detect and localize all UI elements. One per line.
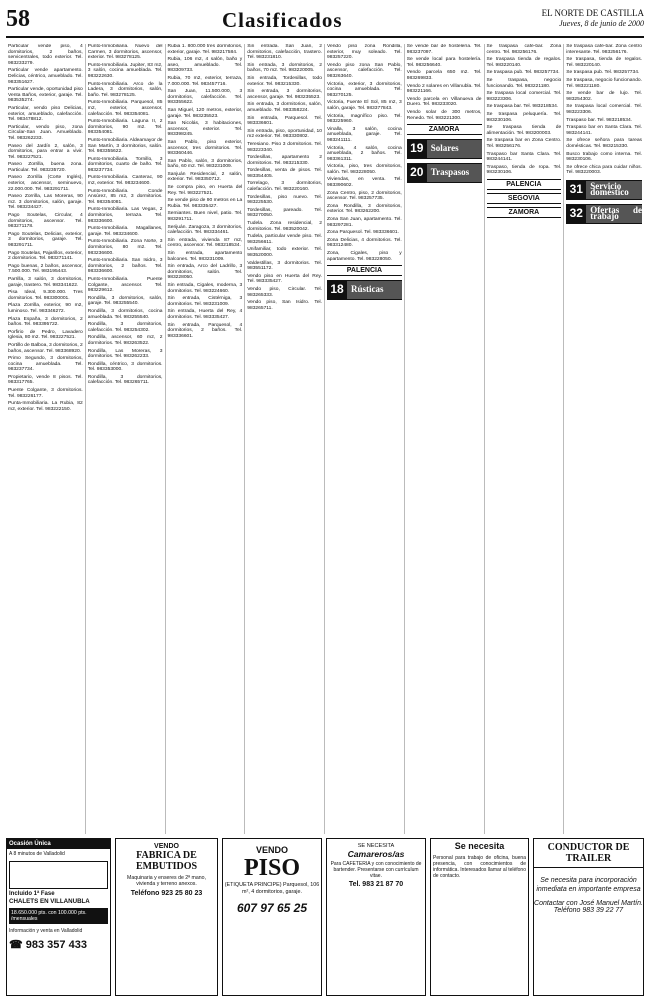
classified-ad: Torrelago, 3 dormitorios, calefacción. Tel. 983220160. — [247, 181, 322, 193]
classified-ad: Rubia 1. 800.000 tres dormitorios, exterior, garaje. Tel. 983217584. — [167, 44, 243, 55]
classified-ad: Paseo Zorrilla, Las Moreras, 90 m2. 3 dormitorios, salón, garaje. Tel. 983234427. — [8, 194, 83, 211]
classified-ad: Portillo de Balboa, 3 dormitorios, 2 baños, ascensor. Tel. 983368920. — [8, 342, 83, 354]
classified-ad: Punto-Inmobiliaria. Laguna II, 2 dormitorios, 90 m2. Tel. 983354081. — [87, 119, 163, 136]
ad-info: Información y venta en Valladolid — [9, 928, 83, 934]
classified-ad: Particular vende piso, 4 dormitorios, 2 baños, servicentrales, todo exterior. Tel. 983233279. — [8, 44, 83, 66]
ad-kicker: VENDO — [255, 845, 288, 855]
classified-ad: Vendo piso zona San Pablo, ascensor, calefacción. Tel. 983263640. — [327, 62, 402, 79]
classified-ad: Rondilla, ascensor, 60 m2, 2 dormitorios. Tel. 983263522. — [87, 335, 163, 346]
ad-headline: FABRICA DE EMBUTIDOS — [135, 850, 198, 872]
classified-ad: Sin entrada, apartamento balcones. Tel. 983231009. — [167, 251, 243, 262]
classified-ad: Sin entrada, 3 dormitorios, salón, amueblado. Tel. 983358224. — [247, 102, 322, 113]
classified-ad: San Pablo, piso exterior, ascensor, tres dormitorios. Tel. 983360446. — [167, 139, 243, 157]
classified-ad: Sin entrada, Arco del Ladrillo, 3 dormitorios, salón. Tel. 983228050. — [167, 264, 243, 281]
classified-ad: Victoria, magnífico piso. Tel. 983225960. — [327, 113, 402, 125]
classified-ad: Sin entrada, Tordesillas, todo exterior. Tel. 983215330. — [247, 75, 322, 87]
ad-fabrica-embutidos — [115, 838, 218, 996]
classified-ad: Punto-Inmobiliaria. Zona Norte, 3 dormitorios, 80 m2. Tel. 983236600. — [87, 239, 163, 256]
ad-headline: CONDUCTOR DE TRAILER — [534, 839, 643, 868]
classified-ad: Punta-Inmobiliaria. La Rubia, 82 m2, exterior. Tel. 983222150. — [8, 401, 83, 412]
classified-ad: Busco trabajo como interna. Tel. 983230106. — [566, 151, 642, 163]
promoter-logo — [9, 861, 108, 889]
ad-phase: Incluido 1ª Fase — [9, 891, 55, 897]
classified-ad: Se traspasa pub. Tel. 983257734. — [486, 70, 560, 76]
classified-ad: Punto-Inmobiliaria. Aldeamayor de San Martín, 3 dormitorios, salón. Tel. 983355622. — [87, 137, 163, 155]
classified-ad: Plaza Zorrilla, exterior, 90 m2, luminoso. Tel. 983346272. — [8, 303, 83, 314]
classified-ad: Zona Parquesol. Tel. 983336601. — [327, 230, 399, 236]
classified-ad: Sin entrada, 3 dormitorios, 2 baños, 70 m2. Tel. 983220005. — [247, 62, 322, 74]
classified-ad: Tordesillas, pareado. Tel. 983270050. — [247, 207, 322, 219]
classified-ad: Pago buenas, 2 baños, ascensor, 7.500.000. Tel. 983195443. — [8, 263, 83, 275]
classified-ad: Vendo piso, San Isidro. Tel. 983265711. — [247, 300, 322, 311]
classified-ad: Se traspasa, tienda de regalos. Tel. 983220140. — [566, 57, 642, 68]
classified-ad: Rondilla, Las Moreras, 3 dormitorios. Tel. 983262233. — [87, 348, 163, 360]
classified-ad: Victoria, 4 salón, cocina amueblada, 2 baños. Tel. 983361311. — [327, 145, 402, 162]
region-palencia-2: PALENCIA — [487, 179, 562, 190]
classified-ad: Sin entrada, 3 dormitorios, ascensor, garaje. Tel. 983235523. — [247, 89, 322, 100]
classified-ad: Teresiano. Piso 3 dormitorios. Tel. 983223340. — [247, 141, 322, 153]
classified-ad: Rondilla, 3 dormitorios, calefacción. Tel. 983265711. — [87, 374, 163, 386]
classified-ad: Vendo piso en Huerta del Rey. Tel. 983335427. — [247, 273, 322, 285]
classified-ad: Zona, Cigales, piso y apartamento. Tel. 983228050. — [327, 251, 402, 262]
classified-ad: Sanjuán Residencial, 2 salón, exterior. Tel. 983350712. — [167, 171, 243, 183]
classified-ad: Particular vende apartamento. Delicias, céntrico, amueblado. Tel. 983351627. — [8, 68, 83, 85]
classified-ad: Vendo piso zona Rondilla, exterior, muy soleado. Tel. 983257220. — [327, 44, 402, 61]
classified-ad: Victoria, exterior, 3 dormitorios, cocina amueblada. Tel. 983270125. — [327, 81, 402, 98]
classified-ad: Particular, vendo piso, zona Circular-San Juan. Amueblado. Tel. 983262233. — [8, 124, 83, 141]
section-number: 19 — [407, 140, 427, 158]
classified-ad: Vendo parcela en Villanueva de Duero. Tel. 983233020. — [406, 96, 482, 108]
classified-ad: Zona Centro, piso, 2 dormitorios, ascensor. Tel. 983257735. — [327, 190, 402, 202]
classified-ad: Se traspasa café-bar. Zona centro interesante. Tel. 983256176. — [566, 44, 642, 55]
classified-ad: Punto-Inmobiliaria. Magallanes, garaje. Tel. 983234600. — [87, 226, 163, 237]
ad-contact: Contactar con José Manuel Martín. Teléfono 983 39 22 77 — [534, 900, 643, 914]
classified-ad: Zona Rondilla, 3 dormitorios, exterior. Tel. 983262200. — [327, 203, 402, 215]
classified-ad: Se vende bar de lujo. Tel. 983254302. — [566, 91, 642, 102]
classified-ad: Vendo solar de 300 metros, Renedo. Tel. 983221300. — [406, 109, 482, 121]
classified-ad: Sin entrada, Cistérniga, 3 dormitorios. Tel. 983231009. — [167, 296, 243, 307]
newspaper-name: EL NORTE DE CASTILLA — [541, 8, 644, 18]
classified-ad: Valdestillas, 3 dormitorios. Tel. 983551172. — [247, 260, 322, 272]
ad-price: 18.650.000 pts. con 100.000 pts. /mensuales — [9, 908, 108, 924]
classified-ad: Sin entrada, Parquesol. Tel. 983336601. — [247, 115, 322, 127]
classified-ad: Punto-Inmobiliaria. San Isidro, 3 dormitorios, 2 baños. Tel. 983336600. — [87, 258, 163, 275]
publication-date: Jueves, 8 de junio de 2000 — [559, 19, 644, 28]
classified-ad: Porfirio de Pedro, Lavadero Iglesia, 80 m2. Tel. 983227521. — [8, 329, 83, 341]
ad-se-necesita — [430, 838, 529, 996]
classified-ad: Tudela, particular vende piso. Tel. 983256611. — [247, 234, 322, 245]
ad-body: (ETIQUETA PRINCIPE) Parquesol, 106 m², 4 dormitorios, garaje. — [224, 882, 320, 895]
classified-ad: Punto-Inmobiliaria. Jupiter, 83 m2, 3 salón, cocina amueblada. Tel. 983222630. — [87, 62, 163, 79]
classified-ad: Se vende bar de hostelería. Tel. 983237097. — [406, 44, 482, 55]
page-header — [6, 6, 644, 38]
classified-ad: Rubia, 106 m2, 4 salón, baño y aseo, amueblado. Tel. 983309733. — [167, 57, 243, 74]
ad-subtitle: A 8 minutos de Valladolid — [9, 851, 65, 857]
classified-ad: Sin entrada, Cigales, moderna, 3 dormitorios. Tel. 983224660. — [167, 282, 243, 294]
section-name: Traspasos — [427, 164, 482, 182]
classified-ad: Zona Delicias, 4 dormitorios. Tel. 983312480. — [327, 237, 402, 249]
column-8 — [564, 44, 644, 834]
ad-phone: Teléfono 923 25 80 23 — [130, 890, 203, 897]
classified-ad: Se vende piso de 90 metros en La Rubia. Tel. 983335427. — [167, 198, 243, 209]
section-header-traspasos — [407, 163, 482, 183]
classified-ad: Pago Soutelas, Delicias, exterior, 3 dormitorios, garaje. Tel. 983291711. — [8, 231, 83, 248]
classified-ad: Tordesillas, apartamento 2 dormitorios. Tel. 983215330. — [247, 155, 322, 166]
classified-ad: Puente Colgante, 3 dormitorios. Tel. 983226177. — [8, 388, 83, 399]
classified-ad: Unifamiliar, todo exterior. Tel. 983520000. — [247, 247, 322, 258]
classified-ad: Paseo del Jardín 2, salón, 3 dormitorios, para entrar a vivir. Tel. 983227521. — [8, 143, 83, 160]
classified-ad: Se vende local para hostelería. Tel. 983256640. — [406, 57, 482, 68]
classified-ad: Punto-Inmobiliaria. Parquesol, 85 m2, exterior, ascensor, calefacción. Tel. 983354081. — [87, 100, 163, 117]
column-4 — [245, 44, 325, 834]
page-number: 58 — [6, 6, 30, 32]
ad-phone — [7, 936, 110, 953]
column-5 — [325, 44, 405, 834]
ad-headline: PISO — [243, 855, 300, 881]
classified-ad: Paseo Zorrilla (Corte Inglés), exterior, ascensor, seminuevo, 22.000.000. Tel. 983291711. — [8, 175, 83, 192]
section-name: Solares — [427, 140, 482, 158]
ad-kicker: VENDO — [154, 843, 179, 850]
classified-ad: Pago Soutelas, Pajarillos, exterior, 2 dormitorios. Tel. 983271141. — [8, 250, 83, 262]
classified-ad: Tudela. Zona residencial, 2 dormitorios. Tel. 983520042. — [247, 221, 322, 232]
ad-conductor-trailer — [533, 838, 644, 996]
classified-ad: Se traspasa tienda de alimentación. Tel. 983200003. — [486, 125, 562, 136]
column-3 — [166, 44, 246, 834]
classified-ad: Se traspasa, negocio funcionando. Tel. 983221180. — [486, 77, 562, 89]
ad-headline: CHALETS EN VILLANUBLA — [9, 898, 90, 905]
classified-ad: San Juan, 11.500.000, 3 dormitorios, calefacción. Tel. 983355622. — [167, 89, 243, 106]
classified-ad: Viviendas, en venta. Tel. 983390602. — [327, 177, 402, 189]
classified-ad: Vendo piso, Circular. Tel. 983265333. — [247, 286, 322, 298]
classified-ad: Se ofrece señora para tareas domésticas. Tel. 983215330. — [566, 138, 642, 149]
classified-ad: San Nicolás, 3 habitaciones, ascensor, exterior. Tel. 983398245. — [167, 121, 243, 138]
classified-ad: Tordesillas, piso nuevo. Tel. 983225530. — [247, 194, 322, 206]
ad-kicker: SE NECESITA — [357, 843, 395, 849]
classified-ad: Punto-Inmobiliaria. Arco de la Ladera, 3 dormitorios, salón, baño. Tel. 983278125. — [87, 81, 163, 98]
ad-body: Se necesita para incorporación inmediata en importante empresa — [536, 877, 641, 893]
ad-body: Maquinaria y enseres de 2ª mano, vivienda y terreno anexos. — [127, 875, 206, 887]
section-name: Servicio doméstico — [586, 181, 642, 199]
classified-ad: Se traspasa local comercial. Tel. 983223306. — [486, 91, 562, 102]
classified-ad: Sin entrada, Huerta del Rey, 4 dormitorios. Tel. 983335427. — [167, 309, 243, 320]
ad-body: Para CAFETERIA y con conocimiento de bartender. Presentarse con currículum vitae. — [330, 861, 422, 879]
classified-ad: Sin entrada. San Juan, 2 dormitorios, calefacción, trastero. Tel. 983231810. — [247, 44, 322, 61]
classified-columns — [6, 44, 644, 834]
section-number: 18 — [327, 281, 347, 299]
section-number: 32 — [566, 205, 586, 223]
classified-ad: Particular, vendo piso Delicias, exterior, amueblado, calefacción. Tel. 983478812. — [8, 105, 83, 123]
ad-chalets-villanubla — [6, 838, 111, 996]
classified-ad: Primo Segundo, 3 dormitorios, cocina amueblada. Tel. 983237734. — [8, 356, 83, 373]
classified-ad: Pisa Ideal, 9.300.000. Tres dormitorios. Tel. 983300001. — [8, 290, 83, 301]
section-number: 31 — [566, 181, 586, 199]
classified-ad: Zona San Juan, apartamento. Tel. 983297281. — [327, 217, 402, 228]
classified-ad: Rondilla, 3 dormitorios, salón, garaje. Tel. 983255540. — [87, 295, 163, 307]
classified-ad: Se traspasa local comercial. Tel. 983223306. — [566, 104, 642, 115]
section-header-servicio-domestico — [566, 180, 642, 200]
section-header-ofertas-trabajo — [566, 204, 642, 224]
classified-ad: Tordesillas, venta de pisos. Tel. 983354405. — [247, 168, 322, 179]
ad-vendo-piso — [222, 838, 322, 996]
classified-ad: Rondilla, céntrico, 3 dormitorios. Tel. 983353000. — [87, 361, 163, 373]
classified-ad: Se traspasa café-bar. Zona centro. Tel. 983256176. — [486, 44, 562, 55]
classified-ad: Se traspasa bar. Tel. 983218534. — [486, 104, 559, 110]
classified-ad: Sin entrada, piso, oportunidad, 10 m2 exterior. Tel. 983330802. — [247, 128, 322, 140]
ad-phone: Tel. 983 21 87 70 — [348, 881, 404, 888]
classified-ad: Traspaso bar Santa Clara. Tel. 983244141. — [486, 151, 562, 163]
classified-ad: Vinalla, 3 salón, cocina amueblada, garaje. Tel. 983241111. — [327, 126, 402, 143]
region-zamora: ZAMORA — [407, 124, 482, 135]
classified-ad: Punto-Inmobiliaria. Conde Ansúrez, 85 m2, 3 dormitorios. Tel. 983354081. — [87, 188, 163, 205]
classified-ad: Semiantes. Buen nivel, patio. Tel. 983291711. — [167, 211, 243, 223]
section-name: Rústicas — [347, 281, 402, 299]
classified-ad: Victoria, piso, tres dormitorios, salón. Tel. 983228050. — [327, 164, 402, 175]
classified-ad: San Miguel, 120 metros, exterior, garaje. Tel. 983235523. — [167, 107, 243, 119]
classified-ad: Parrilla, 3 salón, 3 dormitorios, garaje, trastero. Tel. 983341622. — [8, 276, 83, 288]
classified-ad: Traspaso, tienda de ropa. Tel. 983230106. — [486, 164, 562, 176]
classified-ad: Vendo parcela 650 m2. Tel. 983269833. — [406, 70, 482, 81]
classified-ad: Serijuán. Zaragoza, 3 dormitorios, calefacción. Tel. 983334461. — [167, 224, 243, 236]
ad-phone-number: 983 357 433 — [25, 939, 87, 951]
classified-ad: Paseo Zorrilla, buena zona. Particular. Tel. 983235720. — [8, 162, 83, 173]
classified-ad: Propietario, vende 8 pisos. Tel. 983317765. — [8, 374, 83, 386]
classified-ad: Sin entrada, Parquesol, 4 dormitorios, 2 baños. Tel. 983336601. — [167, 322, 243, 339]
classified-ad: Traspaso bar. Tel. 983218534. — [566, 117, 633, 123]
classified-ad: Punto-Inmobiliaria. Tornillo, 3 dormitorios, cuarto de baño. Tel. 983237734. — [87, 156, 163, 173]
classified-ad: Se traspasa peluquería. Tel. 983230106. — [486, 111, 562, 123]
classified-ad: Se compra piso, en Huerta del Rey. Tel. 983227521. — [167, 185, 243, 196]
classified-ad: Traspaso bar en Santa Clara. Tel. 983244141. — [566, 125, 642, 136]
classified-ad: Plaza España, 3 dormitorios, 2 baños. Tel. 983395722. — [8, 316, 83, 328]
section-header-solares — [407, 139, 482, 159]
region-zamora-2: ZAMORA — [487, 207, 562, 218]
classified-ad: Punto-Inmobiliaria. Canterac, 90 m2, exterior. Tel. 983234600. — [87, 175, 163, 187]
classified-ad: Particular vende, oportunidad piso Venta Baños, exterior, garaje. Tel. 983535274. — [8, 87, 83, 104]
classified-ad: Se traspasa pub. Tel. 983257734. — [566, 70, 640, 76]
classified-ad: Se traspasa bar en Zona Centro. Tel. 983256176. — [486, 138, 562, 149]
classified-ad: Punto-Inmobiliaria. Las Vegas, 2 dormitorios, terraza. Tel. 983336600. — [87, 207, 163, 224]
classified-ad: Rubia, 70 m2, exterior, terraza, 7.000.000. Tel. 983457716. — [167, 75, 243, 87]
classified-ad: Victoria, Fuente El Sol, 85 m2, 3 salón, garaje. Tel. 983377843. — [327, 100, 402, 111]
phone-icon: ☎ — [9, 939, 26, 951]
classified-ad: Se traspasa, negocio funcionando. Tel. 983221180. — [566, 77, 642, 89]
classified-ad: Se ofrece chica para cuidar niños. Tel. 983220003. — [566, 164, 642, 176]
ad-phone: 607 97 65 25 — [236, 901, 308, 915]
classified-ad: Rondilla, 3 dormitorios, calefacción. Tel. 983254302. — [87, 322, 163, 333]
section-title: Clasificados — [222, 8, 343, 32]
region-palencia: PALENCIA — [327, 265, 402, 276]
classified-ad: Punto-Inmobiliaria. Nuevo del Carmen, 3 dormitorios, ascensor, exterior. Tel. 983278125. — [87, 44, 163, 61]
ad-headline: Camareros/as — [347, 849, 405, 859]
classified-ad: Sin entrada, vivienda 87 m2, centro, ascensor. Tel. 983218534. — [167, 237, 243, 249]
section-name: Ofertas de trabajo — [586, 205, 642, 223]
classified-ad: San Pablo, salón, 3 dormitorios, baño, 60 m2. Tel. 983231009. — [167, 158, 243, 170]
display-ads — [6, 838, 644, 998]
ad-list-5a — [327, 44, 402, 262]
column-2 — [86, 44, 166, 834]
classified-ad: Punto-Inmobiliaria. Puente Colgante, ascensor. Tel. 983229612. — [87, 276, 163, 294]
column-7 — [485, 44, 565, 834]
classified-ad: Vendo 2 solares en Villanubla. Tel. 983221166. — [406, 83, 482, 95]
classified-ad: Se traspasa tienda de regalos. Tel. 983220140. — [486, 57, 562, 68]
section-header-rusticas — [327, 280, 402, 300]
region-segovia: SEGOVIA — [487, 193, 562, 204]
classified-ad: Rondilla, 3 dormitorios, cocina amueblada. Tel. 983255540. — [87, 308, 163, 320]
column-6 — [405, 44, 485, 834]
classified-ad: Pago Soutelas, Circular, 4 dormitorios, ascensor. Tel. 983271178. — [8, 213, 83, 230]
ad-camareros — [326, 838, 426, 996]
column-1 — [6, 44, 86, 834]
ad-title: Ocasión Única — [7, 839, 110, 849]
section-number: 20 — [407, 164, 427, 182]
ad-body: Personal para trabajo de oficina, buena presencia, con conocimientos de informática. Interesados llamar al teléfono de contacto. — [433, 855, 526, 879]
ad-headline: Se necesita — [454, 841, 505, 851]
